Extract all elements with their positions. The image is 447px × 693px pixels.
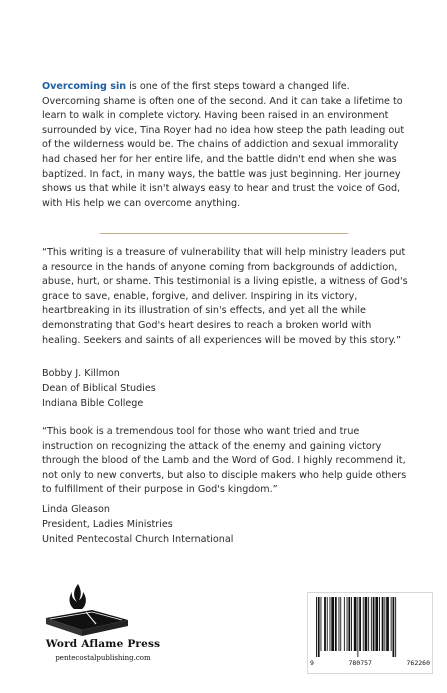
endorser-title: President, Ladies Ministries xyxy=(42,518,173,530)
publisher-name: Word Aflame Press xyxy=(45,638,161,650)
endorser-name: Linda Gleason xyxy=(42,504,110,515)
endorser-org: United Pentecostal Church International xyxy=(42,533,234,545)
intro-highlight: Overcoming sin xyxy=(42,81,127,92)
intro-text: is one of the first steps toward a changed life. Overcoming shame is often one of the second. And it can take a lifetime to learn to walk in complete victory. Having been raised in an environment surrounded by vice, Tina Royer had no idea how steep the path leading out of the wilderness would be. The chains of addiction and sexual immorality had chased her for her entire life, and the battle didn't end when she was baptized. In fact, in many ways, the battle was just beginning. Her journey shows us that while it isn't always easy to hear and trust the voice of God, with His help we can overcome anything. xyxy=(42,81,405,209)
barcode-right-group: 762260 xyxy=(406,659,430,667)
endorsement-quote-2: “This book is a tremendous tool for those who want tried and true instruction on recognizing the attack of the enemy and gaining victory through the blood of the Lamb and the Word of God. I highly recommend it, not only to new converts, but also to disciple makers who help guide others to fulfillment of their purpose in God's kingdom.” xyxy=(42,426,407,496)
intro-paragraph xyxy=(42,80,410,211)
publisher-url: pentecostalpublishing.com xyxy=(55,654,151,662)
barcode-number xyxy=(310,659,430,667)
endorser-name: Bobby J. Killmon xyxy=(42,368,120,379)
barcode-bars xyxy=(314,597,426,657)
barcode-lead-digit: 9 xyxy=(310,659,314,667)
section-divider xyxy=(100,233,348,234)
endorsement-attribution-2 xyxy=(42,503,410,547)
barcode-left-group: 780757 xyxy=(348,659,372,667)
isbn-barcode xyxy=(307,592,433,674)
endorser-org: Indiana Bible College xyxy=(42,397,144,409)
endorser-title: Dean of Biblical Studies xyxy=(42,382,156,394)
endorsement-quote-1: “This writing is a treasure of vulnerability that will help ministry leaders put a resource in the hands of anyone coming from backgrounds of addiction, abuse, hurt, or shame. This testimonial is a living epistle, a witness of God's grace to save, enable, forgive, and deliver. Inspiring in its victory, heartbreaking in its illustration of sin's effects, and yet all the while demonstrating that God's heart desires to reach a broken world with healing. Seekers and saints of all experiences will be moved by this story.” xyxy=(42,247,408,346)
endorsement-attribution-1 xyxy=(42,367,410,411)
